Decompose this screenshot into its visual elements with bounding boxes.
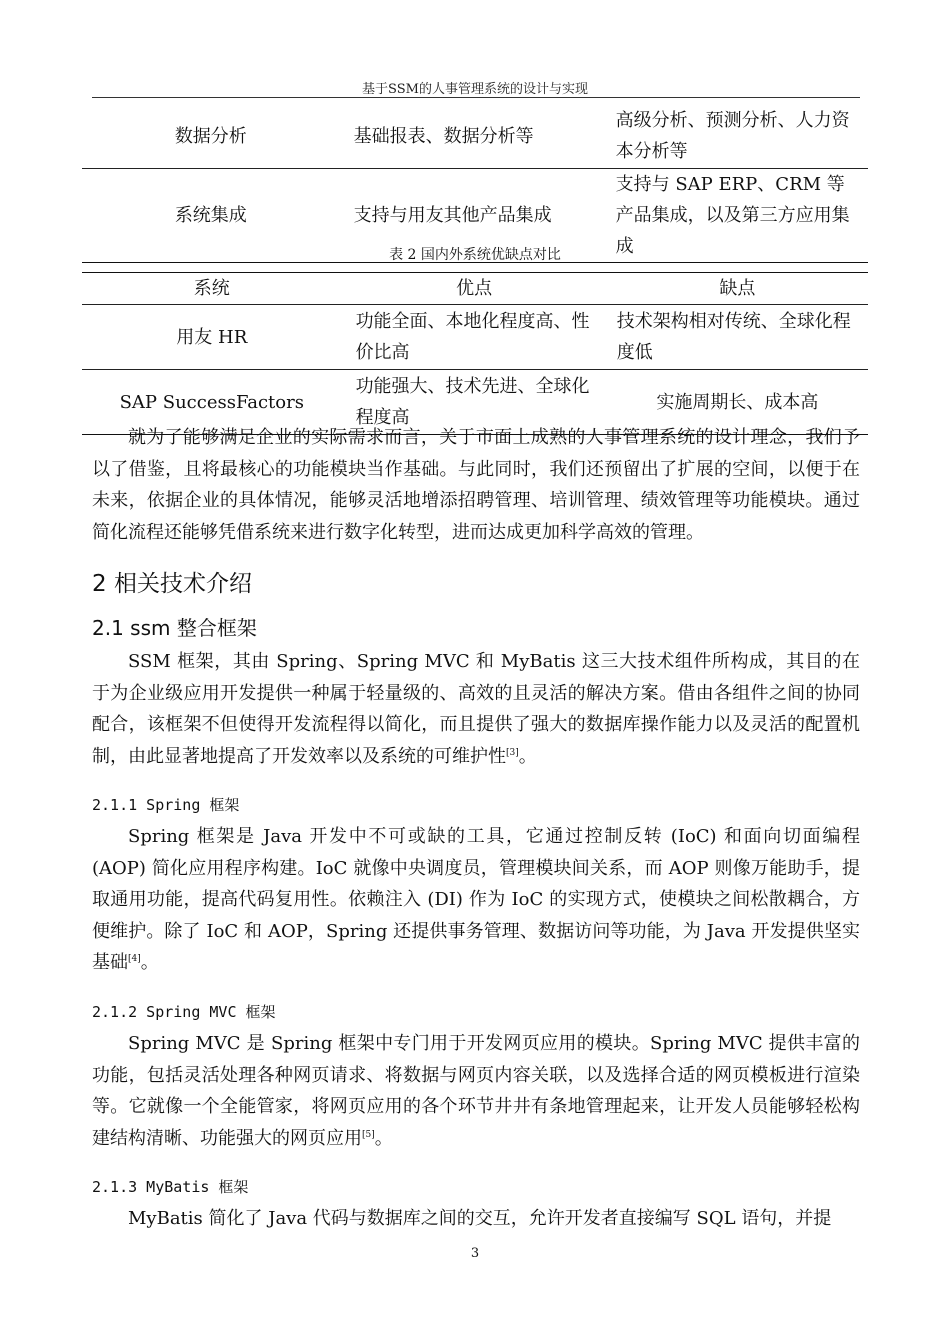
section-2-1-2-paragraph <box>92 1028 860 1154</box>
section-heading-2: 2 相关技术介绍 <box>92 571 252 597</box>
paragraph-text: SSM 框架，其由 Spring、Spring MVC 和 MyBatis 这三大技术组件所构成，其目的在于为企业级应用开发提供一种属于轻量级的、高效的且灵活的解决方案。借由各组件之间的协同配合，该框架不但使得开发流程得以简化，而且提供了强大的数据库操作能力以及灵活的配置机制，由此显著地提高了开发效率以及系统的可维护性 <box>92 651 860 767</box>
section-2-1-paragraph <box>92 646 860 772</box>
section-heading-2-1-1: 2.1.1 Spring 框架 <box>92 796 240 814</box>
intro-paragraph: 就为了能够满足企业的实际需求而言，关于市面上成熟的人事管理系统的设计理念，我们予以了借鉴，且将最核心的功能模块当作基础。与此同时，我们还预留出了扩展的空间，以便于在未来，依据企业的具体情况，能够灵活地增添招聘管理、培训管理、绩效管理等功能模块。通过简化流程还能够凭借系统来进行数字化转型，进而达成更加科学高效的管理。 <box>92 427 860 543</box>
section-heading-2-1: 2.1 ssm 整合框架 <box>92 616 257 640</box>
citation-ref: [4] <box>128 954 141 965</box>
section-heading-2-1-3: 2.1.3 MyBatis 框架 <box>92 1178 249 1196</box>
end-punctuation: 。 <box>518 745 537 767</box>
table-cell: 支持与用友其他产品集成 <box>340 169 606 263</box>
column-header-system: 系统 <box>82 273 342 305</box>
section-2-1-1-paragraph <box>92 821 860 979</box>
citation-ref: [5] <box>362 1129 375 1140</box>
end-punctuation: 。 <box>140 952 159 974</box>
pros-cons-table <box>82 272 868 435</box>
table-row <box>82 104 868 169</box>
table-cell: 功能强大、技术先进、全球化程度高 <box>342 370 607 435</box>
column-header-pros: 优点 <box>342 273 607 305</box>
running-header: 基于SSM的人事管理系统的设计与实现 <box>362 82 588 97</box>
table-cell: 功能全面、本地化程度高、性价比高 <box>342 305 607 370</box>
section-heading-2-1-2: 2.1.2 Spring MVC 框架 <box>92 1003 276 1021</box>
end-punctuation: 。 <box>374 1127 393 1149</box>
table-cell: 系统集成 <box>82 169 340 263</box>
table-caption: 表 2 国内外系统优缺点对比 <box>389 247 561 263</box>
paragraph-text: Spring 框架是 Java 开发中不可或缺的工具，它通过控制反转 (IoC) 和面向切面编程 (AOP) 简化应用程序构建。IoC 就像中央调度员，管理模块间关系，而 AOP 则像万能助手，提取通用功能，提高代码复用性。依赖注入 (DI) 作为 IoC 的实现方式，使模块之间松散耦合，方便维护。除了 IoC 和 AOP，Spring 还提供事务管理、数据访问等功能，为 Java 开发提供坚实基础 <box>92 826 860 974</box>
header-rule <box>92 97 860 98</box>
table-header-row <box>82 273 868 305</box>
paragraph-text: Spring MVC 是 Spring 框架中专门用于开发网页应用的模块。Spring MVC 提供丰富的功能，包括灵活处理各种网页请求、将数据与网页内容关联，以及选择合适的网页模板进行渲染等。它就像一个全能管家，将网页应用的各个环节井井有条地管理起来，让开发人员能够轻松构建结构清晰、功能强大的网页应用 <box>92 1033 860 1149</box>
table-cell: 高级分析、预测分析、人力资本分析等 <box>606 104 868 169</box>
table-cell: SAP SuccessFactors <box>82 370 342 435</box>
table-cell: 用友 HR <box>82 305 342 370</box>
table-row <box>82 305 868 370</box>
table-cell: 数据分析 <box>82 104 340 169</box>
column-header-cons: 缺点 <box>607 273 868 305</box>
table-cell: 实施周期长、成本高 <box>607 370 868 435</box>
section-2-1-3-paragraph: MyBatis 简化了 Java 代码与数据库之间的交互，允许开发者直接编写 SQL 语句，并提 <box>128 1208 832 1229</box>
table-cell: 技术架构相对传统、全球化程度低 <box>607 305 868 370</box>
table-cell: 支持与 SAP ERP、CRM 等产品集成，以及第三方应用集成 <box>606 169 868 263</box>
page-number: 3 <box>470 1246 480 1261</box>
citation-ref: [3] <box>506 747 519 758</box>
table-cell: 基础报表、数据分析等 <box>340 104 606 169</box>
comparison-table-continued <box>82 104 868 263</box>
